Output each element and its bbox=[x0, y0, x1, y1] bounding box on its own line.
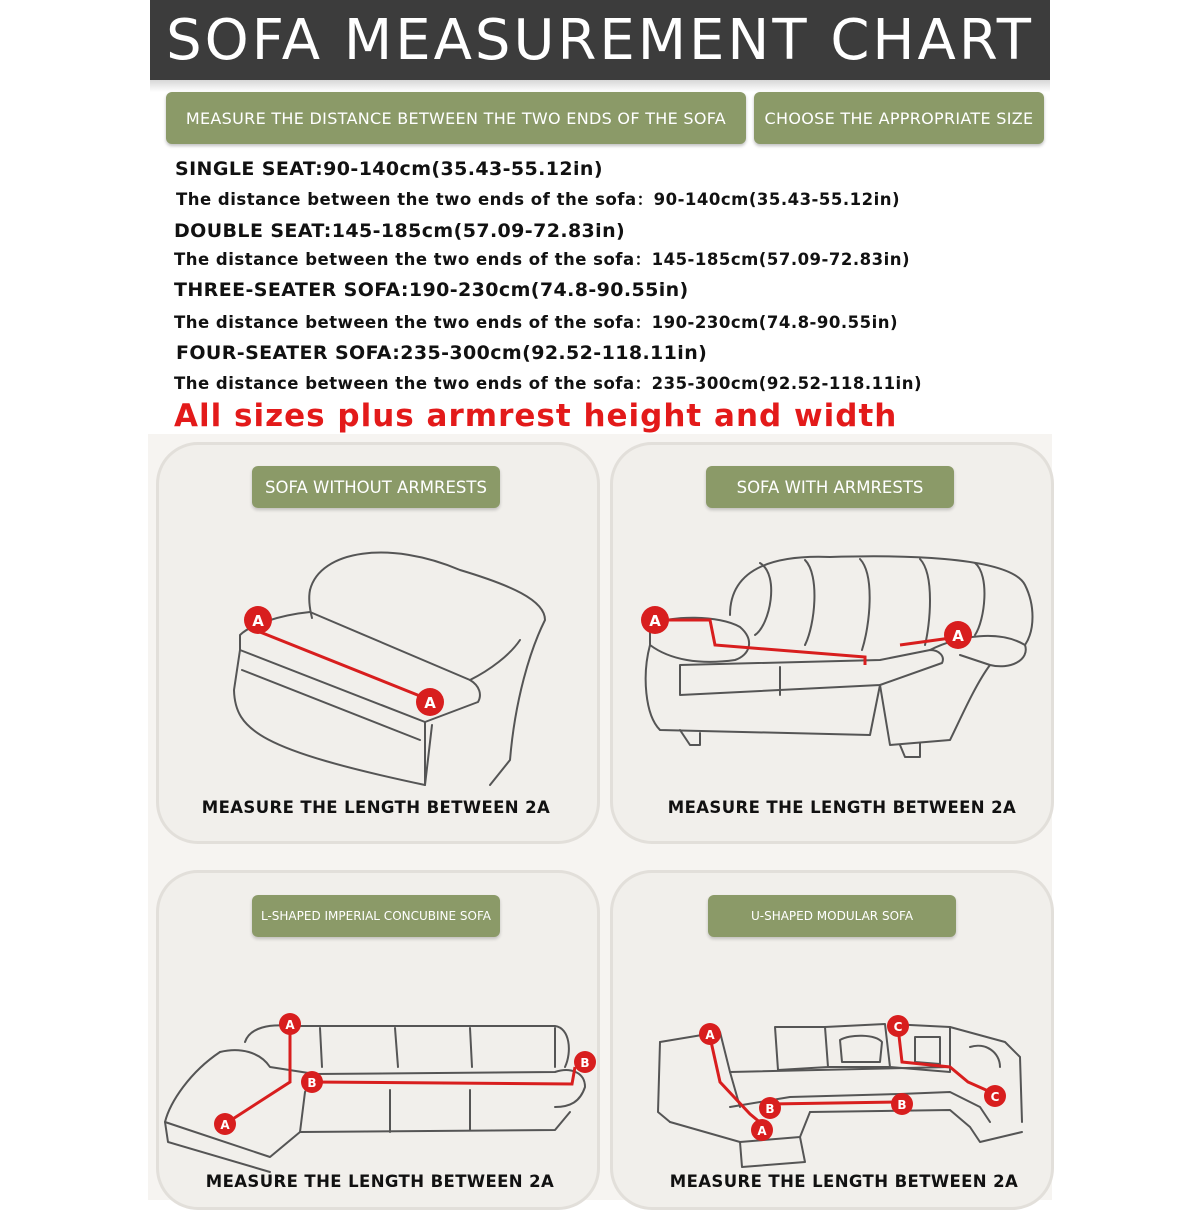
marker-c-top bbox=[887, 1015, 909, 1037]
size-heading-three: THREE-SEATER SOFA:190-230cm(74.8-90.55in) bbox=[174, 279, 689, 301]
size-heading-double: DOUBLE SEAT:145-185cm(57.09-72.83in) bbox=[174, 220, 626, 242]
card-label-without-armrests: SOFA WITHOUT ARMRESTS bbox=[252, 466, 500, 508]
size-heading-single: SINGLE SEAT:90-140cm(35.43-55.12in) bbox=[175, 158, 603, 180]
marker-b-inner bbox=[301, 1071, 323, 1093]
title-banner bbox=[150, 0, 1050, 80]
svg-text:A: A bbox=[424, 694, 436, 712]
svg-text:A: A bbox=[705, 1028, 715, 1042]
svg-text:B: B bbox=[307, 1076, 317, 1090]
u-shaped-sofa-illustration bbox=[650, 1012, 1030, 1172]
marker-a-right bbox=[944, 621, 972, 649]
marker-b-right bbox=[891, 1093, 913, 1115]
svg-text:A: A bbox=[757, 1124, 767, 1138]
caption-l-shaped: MEASURE THE LENGTH BETWEEN 2A bbox=[205, 1172, 555, 1191]
caption-u-shaped: MEASURE THE LENGTH BETWEEN 2A bbox=[669, 1172, 1019, 1191]
marker-a-chaise bbox=[214, 1113, 236, 1135]
armrest-sofa-illustration bbox=[630, 545, 1050, 760]
card-label-l-shaped: L-SHAPED IMPERIAL CONCUBINE SOFA bbox=[252, 895, 500, 937]
size-heading-four: FOUR-SEATER SOFA:235-300cm(92.52-118.11in) bbox=[176, 342, 708, 364]
marker-c-right bbox=[984, 1085, 1006, 1107]
marker-a-left bbox=[244, 606, 272, 634]
size-detail-single: The distance between the two ends of the sofa：90-140cm(35.43-55.12in) bbox=[176, 190, 901, 209]
svg-text:B: B bbox=[765, 1102, 775, 1116]
svg-text:A: A bbox=[220, 1118, 230, 1132]
marker-a-right bbox=[416, 688, 444, 716]
svg-text:B: B bbox=[897, 1098, 907, 1112]
marker-b-end bbox=[574, 1051, 596, 1073]
marker-a-top bbox=[279, 1013, 301, 1035]
size-detail-three: The distance between the two ends of the sofa：190-230cm(74.8-90.55in) bbox=[174, 313, 899, 332]
marker-a-left bbox=[641, 606, 669, 634]
svg-text:A: A bbox=[649, 612, 661, 630]
size-detail-four: The distance between the two ends of the sofa：235-300cm(92.52-118.11in) bbox=[174, 374, 923, 393]
title-shadow bbox=[150, 80, 1050, 92]
card-label-u-shaped: U-SHAPED MODULAR SOFA bbox=[708, 895, 956, 937]
marker-a-bottom bbox=[751, 1119, 773, 1141]
svg-text:C: C bbox=[893, 1020, 903, 1034]
choose-step-label: CHOOSE THE APPROPRIATE SIZE bbox=[754, 92, 1044, 144]
svg-text:A: A bbox=[952, 627, 964, 645]
card-label-with-armrests: SOFA WITH ARMRESTS bbox=[706, 466, 954, 508]
marker-b-left bbox=[759, 1097, 781, 1119]
caption-with-armrests: MEASURE THE LENGTH BETWEEN 2A bbox=[667, 798, 1017, 817]
page-title: SOFA MEASUREMENT CHART bbox=[166, 7, 1034, 73]
size-detail-double: The distance between the two ends of the sofa：145-185cm(57.09-72.83in) bbox=[174, 250, 911, 269]
caption-without-armrests: MEASURE THE LENGTH BETWEEN 2A bbox=[201, 798, 551, 817]
armrest-note: All sizes plus armrest height and width bbox=[174, 398, 898, 434]
measure-step-label: MEASURE THE DISTANCE BETWEEN THE TWO ENDS OF THE SOFA bbox=[166, 92, 746, 144]
svg-text:B: B bbox=[580, 1056, 590, 1070]
marker-a-top bbox=[699, 1023, 721, 1045]
svg-text:A: A bbox=[285, 1018, 295, 1032]
l-shaped-sofa-illustration bbox=[160, 1012, 600, 1172]
armless-sofa-illustration bbox=[220, 530, 560, 790]
svg-text:A: A bbox=[252, 612, 264, 630]
svg-text:C: C bbox=[990, 1090, 1000, 1104]
